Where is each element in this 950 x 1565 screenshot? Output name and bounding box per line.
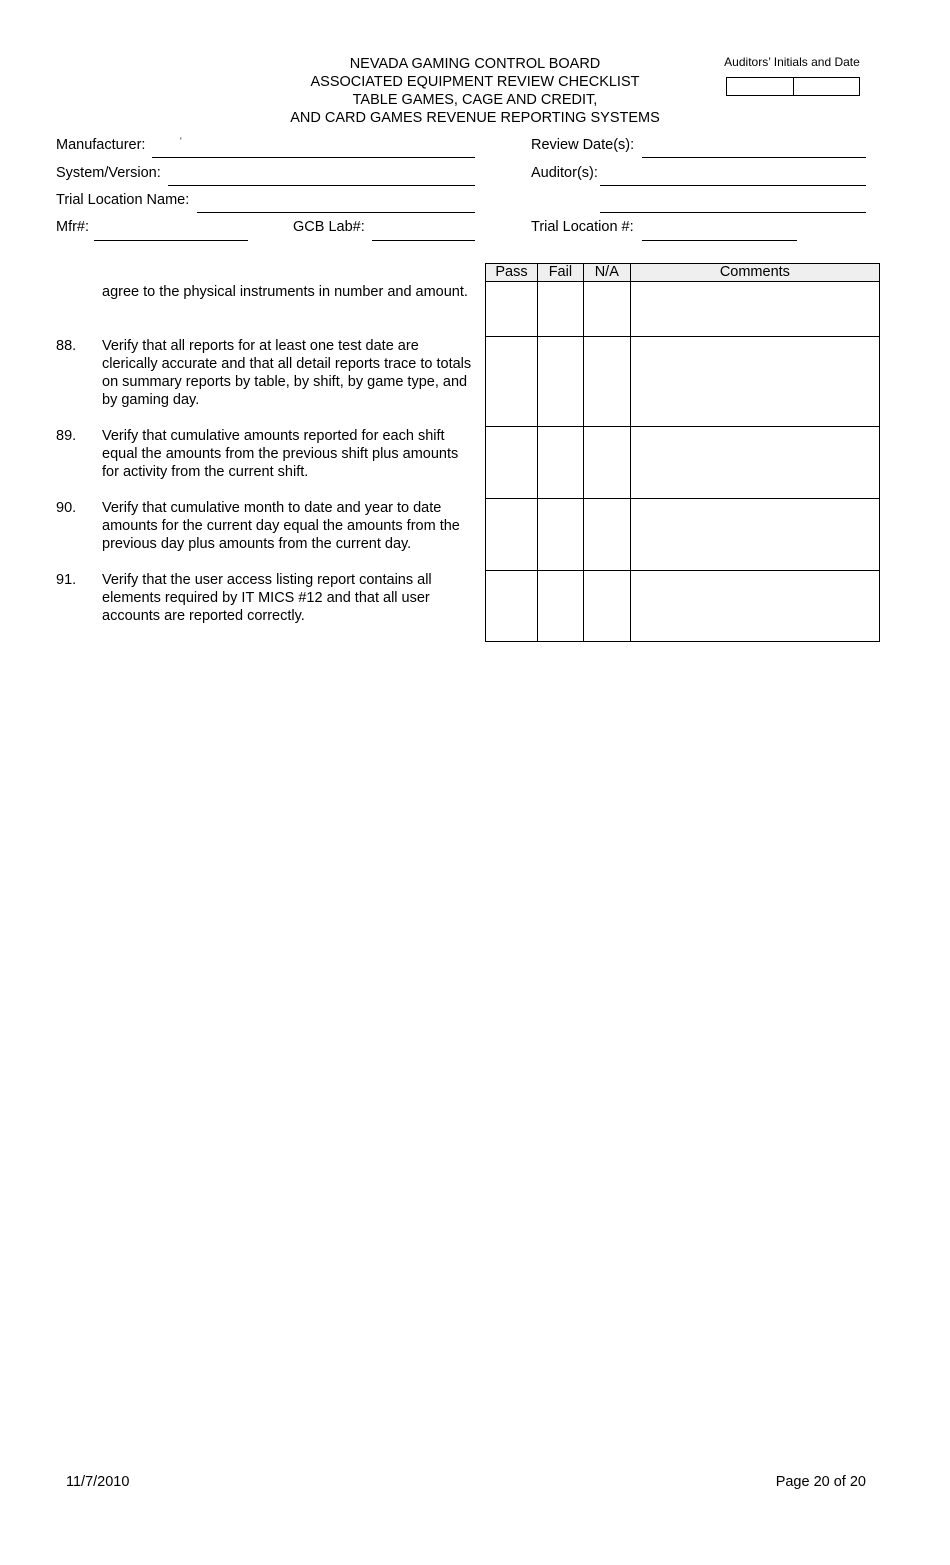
table-row: [486, 282, 880, 337]
item-text: agree to the physical instruments in number and amount.: [102, 284, 468, 300]
mfr-number-label: Mfr#:: [56, 219, 90, 235]
comments-cell[interactable]: [630, 499, 879, 571]
auditor-initials-field[interactable]: [727, 78, 793, 95]
title-line-3: TABLE GAMES, CAGE AND CREDIT,: [352, 92, 598, 108]
comments-cell[interactable]: [630, 571, 879, 642]
checklist-table: [485, 263, 880, 642]
na-cell[interactable]: [583, 499, 630, 571]
comments-cell[interactable]: [630, 337, 879, 427]
manufacturer-field[interactable]: [152, 157, 475, 158]
na-column-header: N/A: [583, 264, 630, 282]
system-version-field[interactable]: [168, 185, 475, 186]
auditors-label: Auditor(s):: [531, 165, 598, 181]
item-text: Verify that cumulative amounts reported for each shift equal the amounts from the previous shift plus amounts for activity from the current shift.: [102, 428, 459, 480]
pass-cell[interactable]: [486, 282, 538, 337]
fail-cell[interactable]: [537, 499, 583, 571]
system-version-label: System/Version:: [56, 165, 161, 181]
footer-date: 11/7/2010: [66, 1474, 130, 1490]
comments-column-header: Comments: [630, 264, 879, 282]
trial-location-name-field[interactable]: [197, 212, 475, 213]
auditor-initials-label: Auditors’ Initials and Date: [724, 55, 860, 69]
na-cell[interactable]: [583, 337, 630, 427]
auditor-initials-boxes: [726, 77, 860, 96]
title-line-2: ASSOCIATED EQUIPMENT REVIEW CHECKLIST: [310, 74, 640, 90]
manufacturer-label: Manufacturer:: [56, 137, 146, 153]
na-cell[interactable]: [583, 282, 630, 337]
gcb-lab-field[interactable]: [372, 240, 475, 241]
pass-cell[interactable]: [486, 337, 538, 427]
title-line-4: AND CARD GAMES REVENUE REPORTING SYSTEMS: [290, 110, 660, 126]
fail-cell[interactable]: [537, 571, 583, 642]
pass-cell[interactable]: [486, 427, 538, 499]
table-row: [486, 427, 880, 499]
pass-column-header: Pass: [486, 264, 538, 282]
auditor-date-field[interactable]: [793, 78, 860, 95]
mfr-number-field[interactable]: [94, 240, 248, 241]
comments-cell[interactable]: [630, 282, 879, 337]
pass-cell[interactable]: [486, 571, 538, 642]
table-header-row: [486, 264, 880, 282]
review-dates-field[interactable]: [642, 157, 866, 158]
item-number: 89.: [56, 428, 77, 444]
table-row: [486, 499, 880, 571]
trial-location-number-field[interactable]: [642, 240, 797, 241]
item-text: Verify that all reports for at least one test date are clerically accurate and that all detail reports trace to totals on summary reports by table, by shift, by game type, and by gaming day.: [102, 338, 472, 408]
na-cell[interactable]: [583, 571, 630, 642]
auditors-field[interactable]: [600, 185, 866, 186]
item-number: 90.: [56, 500, 77, 516]
review-dates-label: Review Date(s):: [531, 137, 635, 153]
trial-location-name-label: Trial Location Name:: [56, 192, 190, 208]
table-row: [486, 337, 880, 427]
gcb-lab-label: GCB Lab#:: [293, 219, 365, 235]
footer-page-number: Page 20 of 20: [775, 1474, 866, 1490]
na-cell[interactable]: [583, 427, 630, 499]
pass-cell[interactable]: [486, 499, 538, 571]
document-title: [250, 55, 700, 127]
item-text: Verify that cumulative month to date and year to date amounts for the current day equal the amounts from the previous day plus amounts from the current day.: [102, 500, 460, 552]
fail-cell[interactable]: [537, 282, 583, 337]
fail-cell[interactable]: [537, 337, 583, 427]
item-text: Verify that the user access listing report contains all elements required by IT MICS #12 and that all user accounts are reported correctly.: [102, 572, 432, 624]
trial-location-number-label: Trial Location #:: [531, 219, 634, 235]
item-number: 88.: [56, 338, 77, 354]
auditors-field-2[interactable]: [600, 212, 866, 213]
stray-mark: ': [180, 136, 182, 146]
item-number: 91.: [56, 572, 77, 588]
title-line-1: NEVADA GAMING CONTROL BOARD: [349, 56, 601, 72]
table-row: [486, 571, 880, 642]
comments-cell[interactable]: [630, 427, 879, 499]
fail-column-header: Fail: [537, 264, 583, 282]
fail-cell[interactable]: [537, 427, 583, 499]
